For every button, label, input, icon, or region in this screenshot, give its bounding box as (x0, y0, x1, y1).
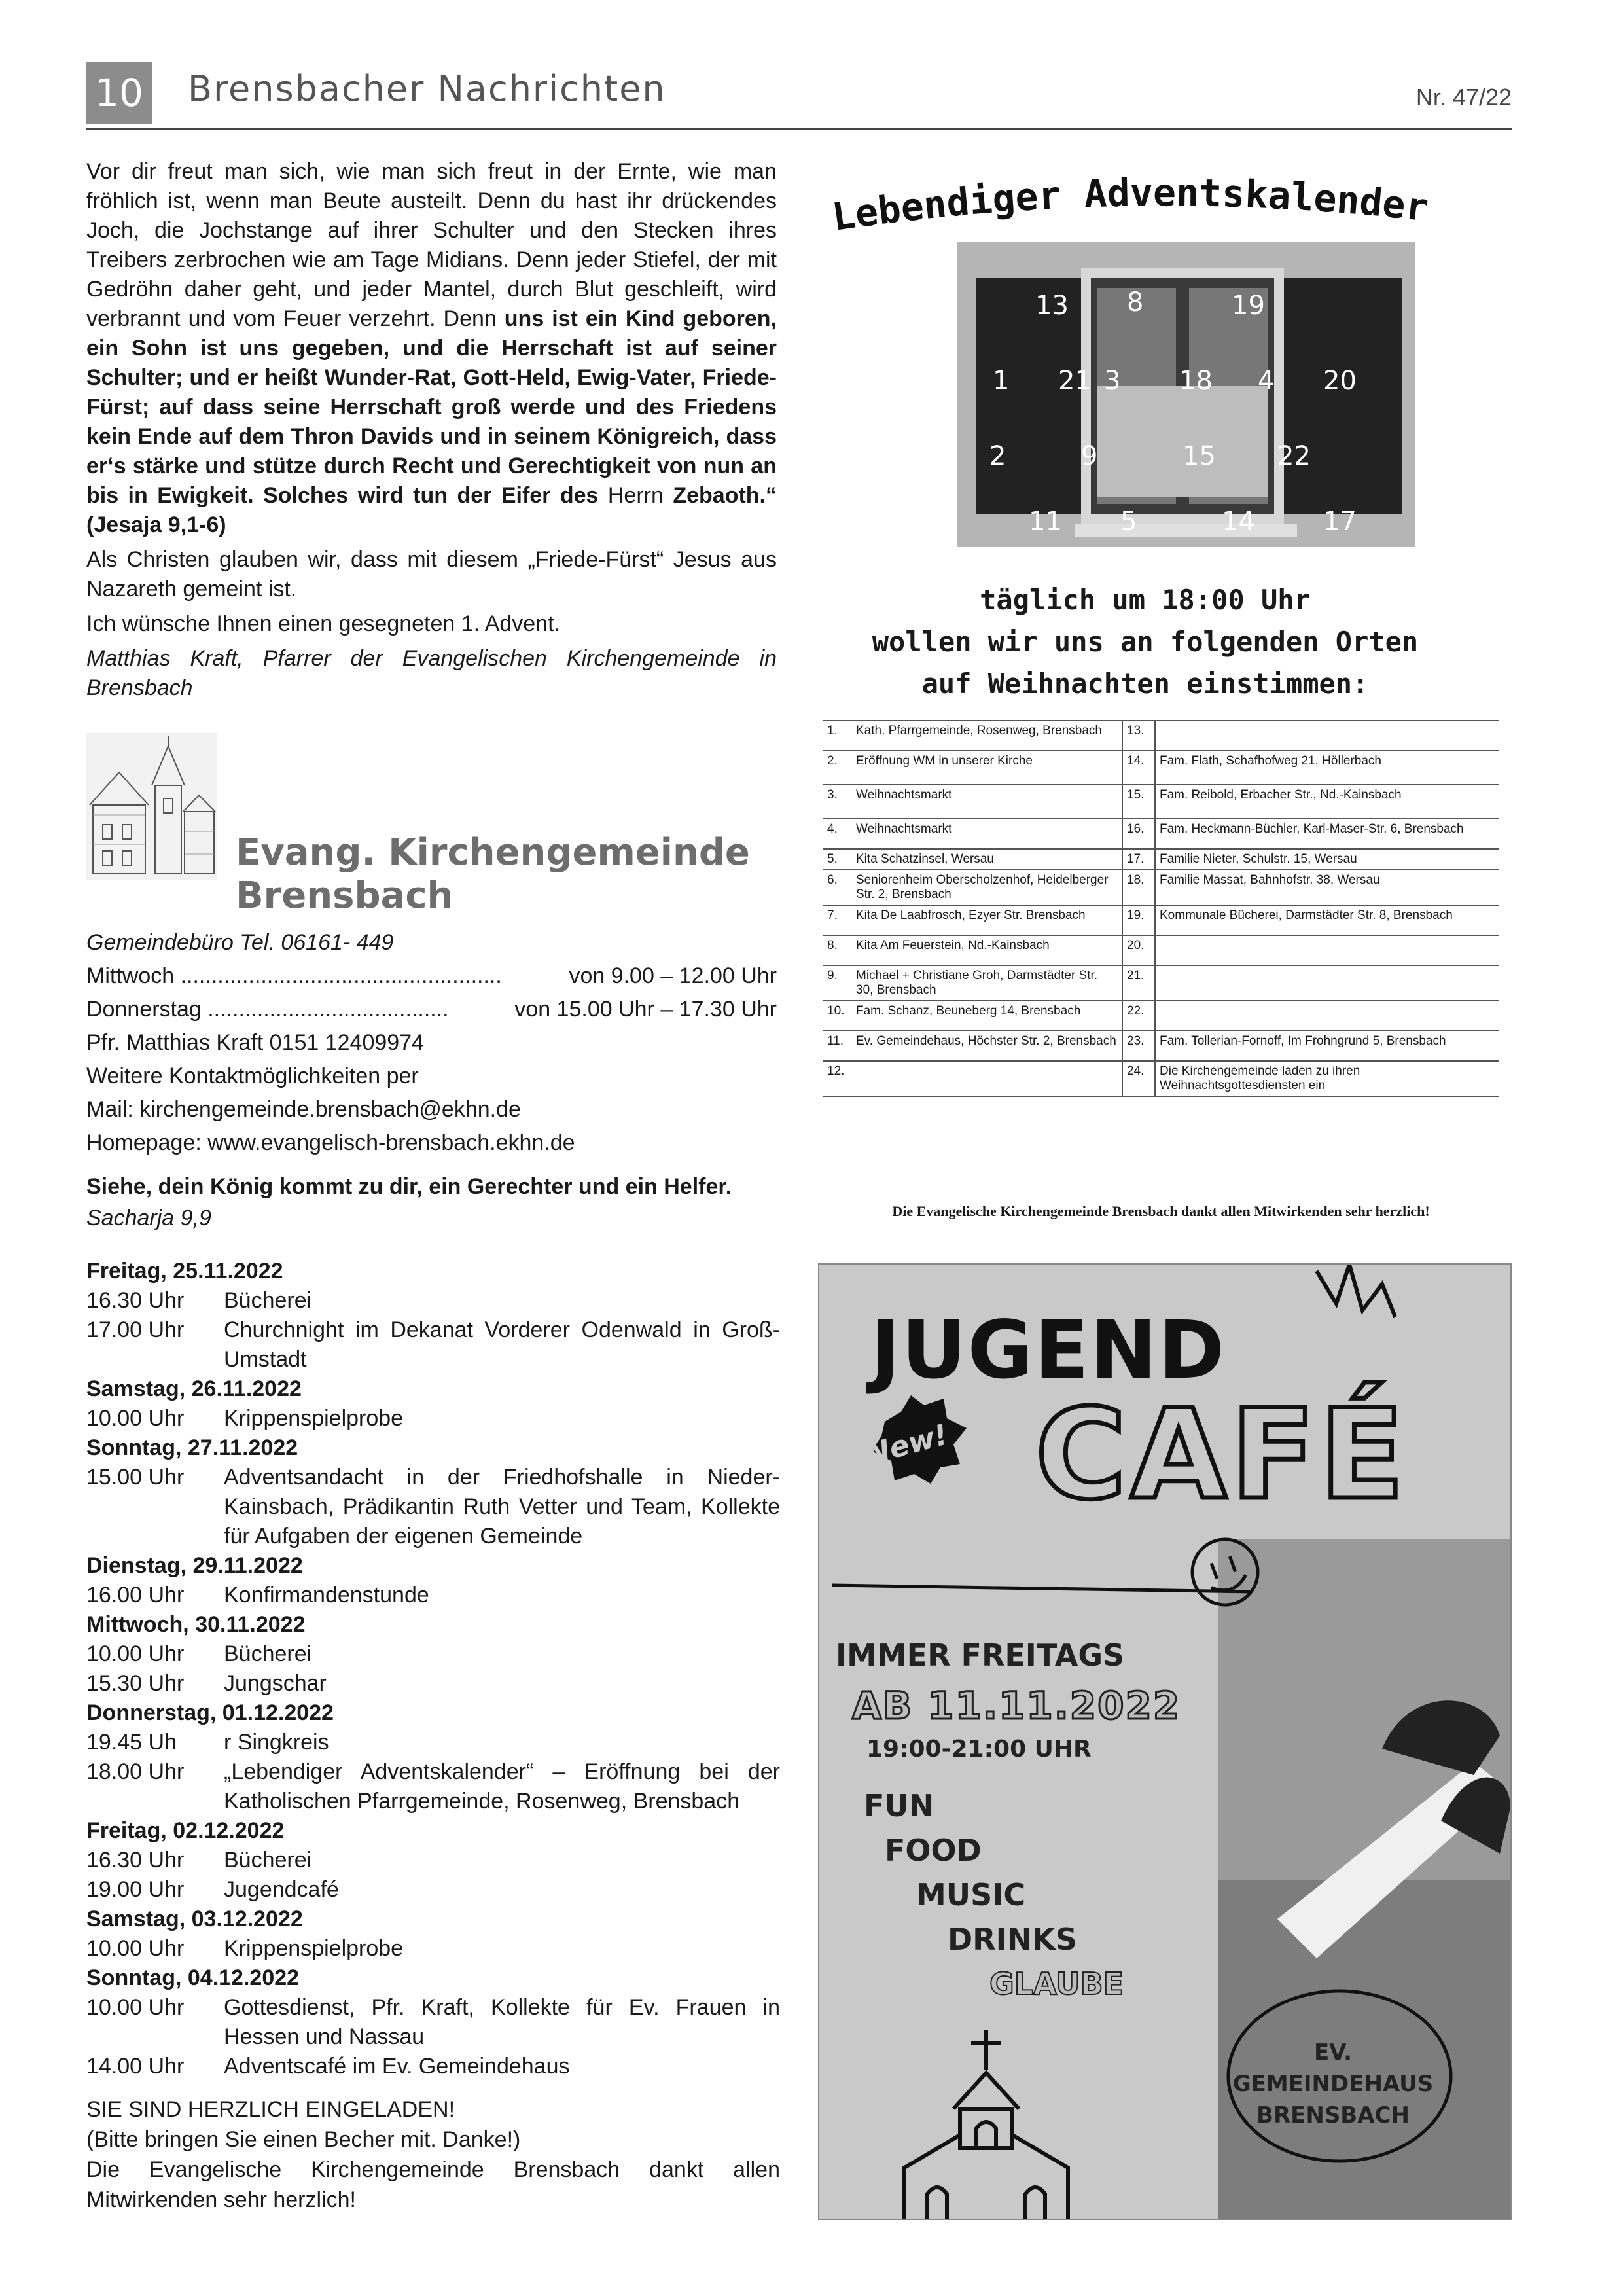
schedule-day: Samstag, 26.11.2022 (86, 1376, 302, 1401)
schedule-event (86, 1669, 780, 1698)
advent-table-cell: 1. (823, 721, 852, 751)
intro-wish: Ich wünsche Ihnen einen gesegneten 1. Advent. (86, 611, 560, 636)
event-description: Churchnight im Dekanat Vorderer Odenwald in Groß-Umstadt (224, 1318, 780, 1372)
event-description: Bücherei (224, 1848, 312, 1873)
page-number: 10 (86, 62, 152, 124)
advent-table-cell: Weihnachtsmarkt (852, 819, 1122, 849)
schedule-event (86, 1875, 780, 1905)
event-description: Krippenspielprobe (224, 1406, 404, 1431)
advent-table-cell (1155, 721, 1499, 751)
advent-table-cell: Fam. Flath, Schafhofweg 21, Höllerbach (1155, 751, 1499, 785)
advent-table-cell: 15. (1122, 785, 1155, 819)
advent-table-row (823, 751, 1499, 785)
poster-item-fun: FUN (864, 1788, 934, 1823)
motto (86, 1172, 777, 1235)
window-number: 17 (1323, 507, 1357, 537)
event-time: 16.30 Uhr (86, 1288, 185, 1313)
event-time: 15.30 Uhr (86, 1671, 185, 1696)
advent-table-cell: 11. (823, 1031, 852, 1061)
advent-table-row (823, 721, 1499, 751)
advent-table-cell: Fam. Heckmann-Büchler, Karl-Maser-Str. 6, Brensbach (1155, 819, 1499, 849)
advent-table-cell: Kita De Laabfrosch, Ezyer Str. Brensbach (852, 905, 1122, 935)
advent-table-row (823, 935, 1499, 965)
advent-table-cell: 4. (823, 819, 852, 849)
poster-item-music: MUSIC (916, 1877, 1026, 1912)
poster-start-date: AB 11.11.2022 (852, 1683, 1181, 1728)
advent-table-row (823, 870, 1499, 905)
advent-table-cell: Familie Nieter, Schulstr. 15, Wersau (1155, 849, 1499, 870)
advent-table-cell: 18. (1122, 870, 1155, 905)
schedule-day: Sonntag, 27.11.2022 (86, 1435, 298, 1460)
window-number: 3 (1104, 366, 1121, 396)
event-description: Konfirmandenstunde (224, 1583, 429, 1607)
event-time: 10.00 Uhr (86, 1936, 185, 1961)
church-drawing-image (86, 733, 217, 880)
advent-table-cell: 14. (1122, 751, 1155, 785)
intro-text (86, 157, 777, 708)
advent-table-cell: Die Kirchengemeinde laden zu ihren Weihnachtsgottesdiensten ein (1155, 1061, 1499, 1096)
window-number: 9 (1081, 441, 1098, 471)
advent-table-cell: 24. (1122, 1061, 1155, 1096)
motto-text: Siehe, dein König kommt zu dir, ein Gerechter und ein Helfer. (86, 1174, 732, 1199)
schedule-day: Sonntag, 04.12.2022 (86, 1965, 300, 1990)
issue-number: Nr. 47/22 (1415, 84, 1512, 111)
schedule-event (86, 2052, 780, 2081)
window-number: 4 (1258, 366, 1275, 396)
advent-table-cell: 10. (823, 1001, 852, 1031)
event-description: Adventsandacht in der Friedhofshalle in Nieder-Kainsbach, Prädikantin Ruth Vetter und Team, Kollekte für Aufgaben der eigenen Gemeinde (224, 1465, 780, 1549)
advent-table-row (823, 785, 1499, 819)
event-time: 18.00 Uhr (86, 1759, 185, 1784)
schedule-event (86, 1316, 780, 1374)
mail-link[interactable]: Mail: kirchengemeinde.brensbach@ekhn.de (86, 1097, 521, 1122)
advent-window-photo (957, 242, 1415, 547)
poster-item-food: FOOD (885, 1833, 982, 1868)
event-time: 10.00 Uhr (86, 1406, 185, 1431)
advent-table-cell: 22. (1122, 1001, 1155, 1031)
window-number: 1 (993, 366, 1010, 396)
event-description: Jungschar (224, 1671, 327, 1696)
advent-table-cell: Kath. Pfarrgemeinde, Rosenweg, Brensbach (852, 721, 1122, 751)
advent-table-row (823, 1031, 1499, 1061)
event-description: r Singkreis (224, 1730, 329, 1755)
advent-locations-table (823, 720, 1499, 1097)
event-schedule (86, 1257, 780, 2081)
advent-table-row (823, 965, 1499, 1001)
header-rule (86, 128, 1512, 130)
event-time: 14.00 Uhr (86, 2054, 185, 2079)
poster-title-jugend: JUGEND (870, 1304, 1226, 1397)
schedule-event (86, 1640, 780, 1669)
schedule-event (86, 1728, 780, 1757)
advent-table-cell: 13. (1122, 721, 1155, 751)
advent-table-cell: Seniorenheim Oberscholzenhof, Heidelberger Str. 2, Brensbach (852, 870, 1122, 905)
event-description: Adventscafé im Ev. Gemeindehaus (224, 2054, 570, 2079)
event-description: Jugendcafé (224, 1877, 339, 1902)
schedule-event (86, 1934, 780, 1964)
invitation: SIE SIND HERZLICH EINGELADEN! (86, 2097, 455, 2122)
advent-table-cell: Fam. Tollerian-Fornoff, Im Frohngrund 5, Brensbach (1155, 1031, 1499, 1061)
advent-table-cell: 7. (823, 905, 852, 935)
schedule-event (86, 1286, 780, 1316)
schedule-event (86, 1581, 780, 1610)
new-badge: New! (862, 1418, 951, 1472)
window-number: 20 (1323, 366, 1357, 396)
event-time: 17.00 Uhr (86, 1318, 185, 1342)
schedule-event (86, 1993, 780, 2052)
window-number: 5 (1120, 507, 1137, 537)
window-number: 15 (1182, 441, 1216, 471)
advent-table-row (823, 1061, 1499, 1096)
schedule-event (86, 1846, 780, 1875)
cup-note: (Bitte bringen Sie einen Becher mit. Danke!) (86, 2127, 521, 2152)
advent-table-cell: 2. (823, 751, 852, 785)
window-number: 21 (1058, 366, 1092, 396)
intro-paragraph: Als Christen glauben wir, dass mit diesem „Friede-Fürst“ Jesus aus Nazareth gemeint ist. (86, 547, 777, 601)
advent-table-cell (852, 1061, 1122, 1096)
advent-table-cell: 23. (1122, 1031, 1155, 1061)
schedule-day: Donnerstag, 01.12.2022 (86, 1700, 334, 1725)
schedule-event (86, 1757, 780, 1816)
schedule-day: Freitag, 02.12.2022 (86, 1818, 285, 1843)
advent-table-cell: 19. (1122, 905, 1155, 935)
advent-table-row (823, 905, 1499, 935)
schedule-day: Freitag, 25.11.2022 (86, 1259, 283, 1283)
pastor-phone: Pfr. Matthias Kraft 0151 12409974 (86, 1030, 425, 1055)
window-number: 19 (1232, 291, 1265, 321)
closing-text (86, 2094, 780, 2215)
poster-item-drinks: DRINKS (948, 1922, 1077, 1957)
schedule-day: Dienstag, 29.11.2022 (86, 1553, 303, 1578)
event-time: 19.45 Uh (86, 1730, 177, 1755)
event-description: Krippenspielprobe (224, 1936, 404, 1961)
event-description: Bücherei (224, 1288, 312, 1313)
advent-calendar-title (828, 171, 1456, 243)
contact-block (86, 926, 777, 1160)
svg-text:Lebendiger Adventskalender: Lebendiger Adventskalender (829, 171, 1431, 240)
advent-thanks: Die Evangelische Kirchengemeinde Brensbach dankt allen Mitwirkenden sehr herzlich! (892, 1203, 1430, 1219)
advent-table-row (823, 819, 1499, 849)
window-number: 2 (989, 441, 1006, 471)
advent-table-cell: 21. (1122, 965, 1155, 1001)
event-time: 16.00 Uhr (86, 1583, 185, 1607)
window-number: 11 (1029, 507, 1062, 537)
schedule-day: Mittwoch, 30.11.2022 (86, 1612, 306, 1637)
homepage-link[interactable]: Homepage: www.evangelisch-brensbach.ekhn.de (86, 1130, 575, 1155)
schedule-event (86, 1463, 780, 1551)
advent-table-cell: Kommunale Bücherei, Darmstädter Str. 8, Brensbach (1155, 905, 1499, 935)
advent-table-cell: 9. (823, 965, 852, 1001)
advent-table-cell: Kita Am Feuerstein, Nd.-Kainsbach (852, 935, 1122, 965)
intro-signature: Matthias Kraft, Pfarrer der Evangelischen Kirchengemeinde in Brensbach (86, 646, 777, 700)
bible-quote: Vor dir freut man sich, wie man sich freut in der Ernte, wie man fröhlich ist, wenn man Beute austeilt. Denn du hast ihr drückendes Joch, die Jochstange auf ihrer Schulter und den Stecken ihres Treibers zerbrochen wie am Tage Midians. Denn jeder Stiefel, der mit Gedröhn daher geht, und jeder Mantel, durch Blut geschleift, wird verbrannt und vom Feuer verzehrt. Denn uns ist ein Kind geboren, ein Sohn ist uns gegeben, und die Herrschaft ist auf seiner Schulter; und er heißt Wunder-Rat, Gott-Held, Ewig-Vater, Friede-Fürst; auf dass seine Herrschaft groß werde und des Friedens kein Ende auf dem Thron Davids und in seinem Königreich, dass er‘s stärke und stütze durch Recht und Gerechtigkeit von nun an bis in Ewigkeit. Solches wird tun der Eifer des Herrn Zebaoth.“ (Jesaja 9,1-6) (86, 159, 777, 537)
event-description: „Lebendiger Adventskalender“ – Eröffnung bei der Katholischen Pfarrgemeinde, Rosenweg, Brensbach (224, 1759, 780, 1814)
advent-table-cell: Weihnachtsmarkt (852, 785, 1122, 819)
advent-table-cell (1155, 1001, 1499, 1031)
jugend-cafe-poster (818, 1263, 1512, 2220)
advent-table-cell: Eröffnung WM in unserer Kirche (852, 751, 1122, 785)
hours-thursday: Donnerstag ....................................... von 15.00 Uhr – 17.30 Uhr (86, 997, 777, 1022)
advent-table-cell: 6. (823, 870, 852, 905)
publication-title: Brensbacher Nachrichten (188, 68, 666, 109)
poster-time: 19:00-21:00 UHR (866, 1736, 1092, 1763)
advent-table-cell (1155, 965, 1499, 1001)
motto-reference: Sacharja 9,9 (86, 1206, 211, 1230)
advent-table-cell: 20. (1122, 935, 1155, 965)
poster-item-glaube: GLAUBE (989, 1966, 1124, 2001)
window-number: 18 (1179, 366, 1213, 396)
event-time: 10.00 Uhr (86, 1995, 185, 2020)
poster-location: EV. GEMEINDEHAUS BRENSBACH (1232, 2039, 1434, 2128)
advent-table-cell: 8. (823, 935, 852, 965)
window-number: 14 (1222, 507, 1255, 537)
advent-table-cell: Familie Massat, Bahnhofstr. 38, Wersau (1155, 870, 1499, 905)
advent-table-row (823, 849, 1499, 870)
office-phone: Gemeindebüro Tel. 06161- 449 (86, 930, 394, 955)
event-time: 19.00 Uhr (86, 1877, 185, 1902)
advent-table-cell: 3. (823, 785, 852, 819)
hours-wednesday: Mittwoch .................................................... von 9.00 – 12.00 Uhr (86, 963, 777, 988)
more-contact: Weitere Kontaktmöglichkeiten per (86, 1064, 419, 1088)
advent-table-cell (1155, 935, 1499, 965)
advent-table-cell: Fam. Reibold, Erbacher Str., Nd.-Kainsbach (1155, 785, 1499, 819)
advent-table-cell: Kita Schatzinsel, Wersau (852, 849, 1122, 870)
church-title: Evang. Kirchengemeinde Brensbach (236, 831, 750, 917)
event-description: Gottesdienst, Pfr. Kraft, Kollekte für Ev. Frauen in Hessen und Nassau (224, 1995, 780, 2049)
window-number: 8 (1127, 287, 1144, 317)
schedule-day: Samstag, 03.12.2022 (86, 1907, 303, 1931)
closing-thanks: Die Evangelische Kirchengemeinde Brensbach dankt allen Mitwirkenden sehr herzlich! (86, 2157, 780, 2212)
poster-title-cafe: CAFÉ (1035, 1382, 1409, 1527)
advent-table-cell: 17. (1122, 849, 1155, 870)
advent-table-cell: 16. (1122, 819, 1155, 849)
advent-info: täglich um 18:00 Uhr wollen wir uns an folgenden Orten auf Weihnachten einstimmen: (872, 584, 1419, 700)
event-time: 16.30 Uhr (86, 1848, 185, 1873)
event-time: 10.00 Uhr (86, 1641, 185, 1666)
poster-weekday: IMMER FREITAGS (836, 1638, 1125, 1673)
event-description: Bücherei (224, 1641, 312, 1666)
event-time: 15.00 Uhr (86, 1465, 185, 1490)
advent-table-cell: 5. (823, 849, 852, 870)
advent-table-cell: Fam. Schanz, Beuneberg 14, Brensbach (852, 1001, 1122, 1031)
advent-table-cell: 12. (823, 1061, 852, 1096)
window-number: 13 (1035, 291, 1069, 321)
advent-table-row (823, 1001, 1499, 1031)
advent-table-cell: Michael + Christiane Groh, Darmstädter Str. 30, Brensbach (852, 965, 1122, 1001)
window-number: 22 (1277, 441, 1311, 471)
advent-table-cell: Ev. Gemeindehaus, Höchster Str. 2, Brensbach (852, 1031, 1122, 1061)
schedule-event (86, 1404, 780, 1433)
